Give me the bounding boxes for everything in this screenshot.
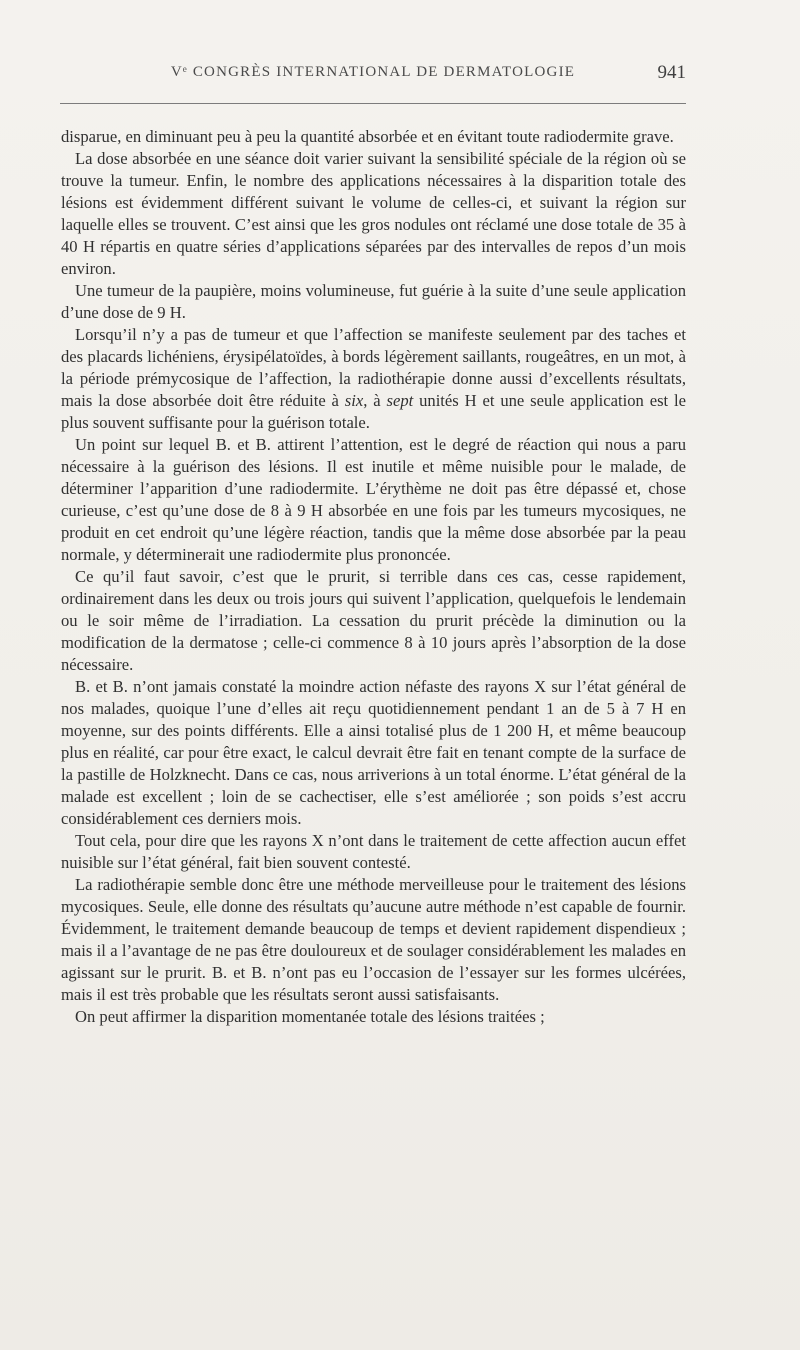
paragraph: Ce qu’il faut savoir, c’est que le prurit, si terrible dans ces cas, cesse rapidement, ordinairement dans les deux ou trois jours qui suivent l’application, quelquefois le lendemain ou le soir même de l’irradiation. La cessation du prurit précède la diminution ou la modification de la dermatose ; celle-ci commence 8 à 10 jours après l’absorption de la dose nécessaire. (61, 567, 686, 674)
header-title: Vᵉ CONGRÈS INTERNATIONAL DE DERMATOLOGIE (170, 64, 576, 80)
running-header (60, 62, 686, 92)
paragraph-segment: Lorsqu’il n’y a pas de tumeur et que l’affection se manifeste seulement par des taches et des placards lichéniens, érysipélatoïdes, à bords légèrement saillants, rougeâtres, en un mot, à la période prémycosique de l’affection, la radiothérapie donne aussi d’excellents résultats, mais la dose absorbée doit être réduite à (61, 325, 686, 410)
paragraph (61, 324, 686, 434)
paragraph-segment: unités H et une seule application est le plus souvent suffisante pour la guérison totale. (61, 391, 686, 432)
italic-segment: sept (386, 391, 414, 410)
paragraph: Tout cela, pour dire que les rayons X n’ont dans le traitement de cette affection aucun effet nuisible sur l’état général, fait bien souvent contesté. (61, 831, 686, 872)
paragraph: La dose absorbée en une séance doit varier suivant la sensibilité spéciale de la région où se trouve la tumeur. Enfin, le nombre des applications nécessaires à la disparition totale des lésions est évidemment différent suivant le volume de celles-ci, et suivant la région sur laquelle elles se trouvent. C’est ainsi que les gros nodules ont réclamé une dose totale de 35 à 40 H répartis en quatre séries d’applications séparées par des intervalles de repos d’un mois environ. (61, 149, 686, 278)
header-rule (60, 103, 686, 104)
paragraph: Un point sur lequel B. et B. attirent l’attention, est le degré de réaction qui nous a paru nécessaire à la guérison des lésions. Il est inutile et même nuisible pour le malade, de déterminer l’apparition d’une radiodermite. L’érythème ne doit pas être dépassé et, chose curieuse, c’est qu’une dose de 8 à 9 H absorbée en une fois par les tumeurs mycosiques, ne produit en cet endroit qu’une légère réaction, tandis que la même dose absorbée par la peau normale, y déterminerait une radiodermite plus prononcée. (61, 435, 686, 564)
paragraph-segment: , à (363, 391, 387, 410)
body-text (61, 126, 686, 1028)
page-number: 941 (657, 62, 686, 83)
paragraph: disparue, en diminuant peu à peu la quantité absorbée et en évitant toute radiodermite grave. (61, 127, 674, 146)
paragraph: La radiothérapie semble donc être une méthode merveilleuse pour le traitement des lésions mycosiques. Seule, elle donne des résultats qu’aucune autre méthode n’est capable de fournir. Évidemment, le traitement demande beaucoup de temps et devient rapidement dispendieux ; mais il a l’avantage de ne pas être douloureux et de soulager considérablement les malades en agissant sur le prurit. B. et B. n’ont pas eu l’occasion de l’essayer sur les formes ulcérées, mais il est très probable que les résultats seront aussi satisfaisants. (61, 875, 686, 1004)
paragraph: Une tumeur de la paupière, moins volumineuse, fut guérie à la suite d’une seule application d’une dose de 9 H. (61, 281, 686, 322)
italic-segment: six (344, 391, 364, 410)
paragraph: B. et B. n’ont jamais constaté la moindre action néfaste des rayons X sur l’état général de nos malades, quoique l’une d’elles ait reçu quotidiennement pendant 1 an de 5 à 7 H en moyenne, sur des points différents. Elle a ainsi totalisé plus de 1 200 H, et même beaucoup plus en réalité, car pour être exact, le calcul devrait être fait en tenant compte de la surface de la pastille de Holzknecht. Dans ce cas, nous arriverions à un total énorme. L’état général de la malade est excellent ; loin de se cachectiser, elle s’est améliorée ; son poids s’est accru considérablement ces derniers mois. (61, 677, 686, 828)
paragraph: On peut affirmer la disparition momentanée totale des lésions traitées ; (75, 1007, 545, 1026)
